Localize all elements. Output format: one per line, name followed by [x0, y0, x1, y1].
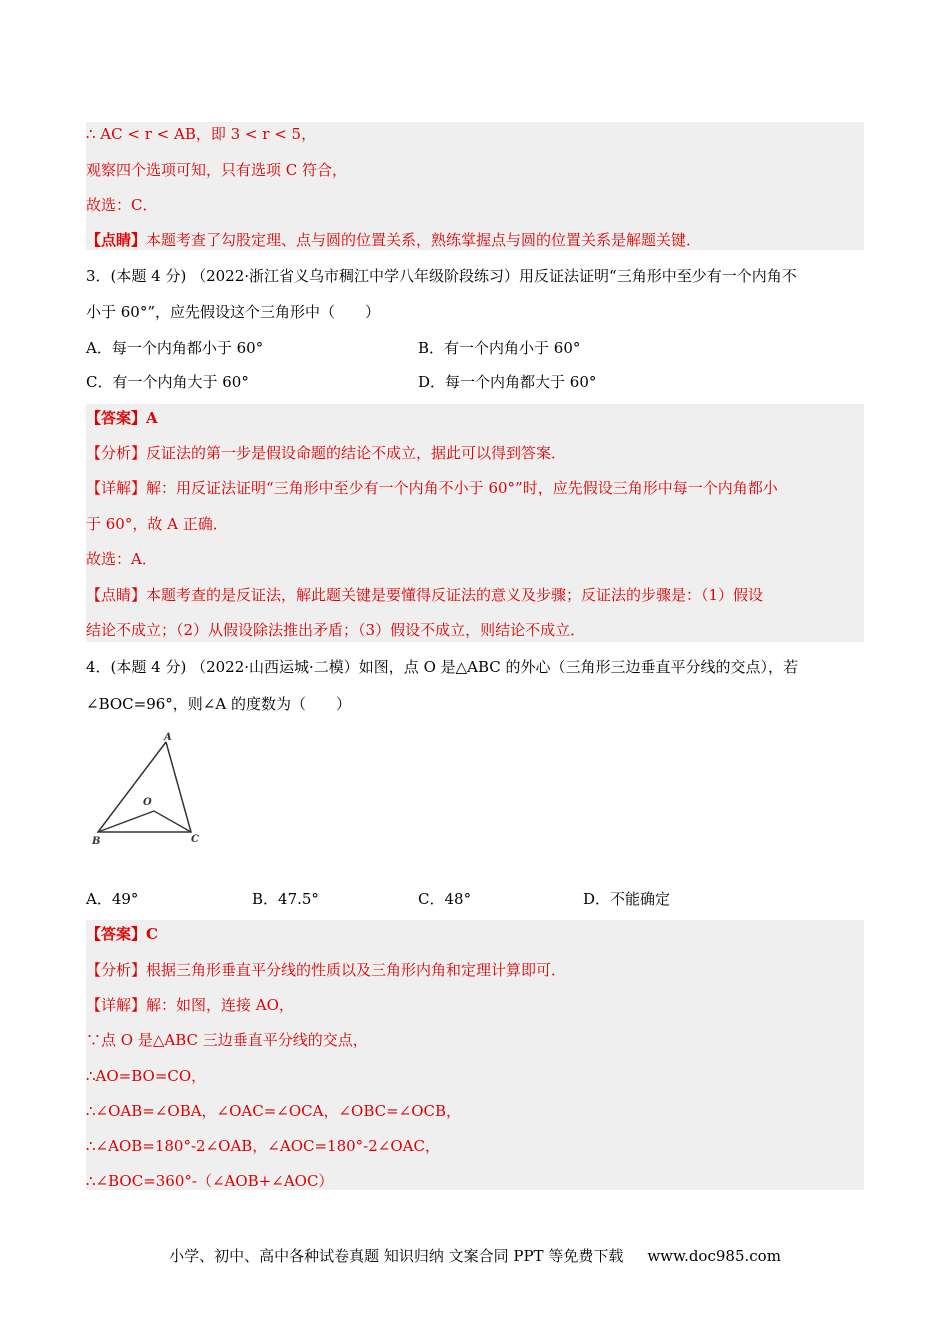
footer-url[interactable]: www.doc985.com	[647, 1247, 781, 1265]
page-footer	[0, 1246, 950, 1266]
triangle-abc	[98, 742, 191, 832]
q4-option-b: B．47.5°	[252, 890, 319, 908]
q4-stem-1: 4．(本题 4 分) （2022·山西运城·二模）如图，点 O 是△ABC 的外心（三角形三边垂直平分线的交点），若	[86, 658, 799, 676]
vertex-label-c: C	[191, 834, 199, 845]
q3-option-a: A．每一个内角都小于 60°	[86, 339, 264, 357]
q3-answer: 【答案】A	[86, 409, 158, 427]
vertex-label-a: A	[164, 732, 172, 743]
q3-note-1: 【点睛】本题考查的是反证法，解此题关键是要懂得反证法的意义及步骤；反证法的步骤是：（1）假设	[86, 586, 764, 604]
q3-stem-2: 小于 60°”，应先假设这个三角形中（ ）	[86, 303, 381, 321]
q3-detail-2: 于 60°，故 A 正确．	[86, 515, 228, 533]
point-label-o: O	[143, 797, 152, 808]
q3-option-c: C．有一个内角大于 60°	[86, 373, 249, 391]
q4-answer: 【答案】C	[86, 925, 158, 943]
q4-step-3: ∴AO=BO=CO，	[86, 1067, 207, 1085]
q4-step-1: 【详解】解：如图，连接 AO，	[86, 996, 294, 1014]
q4-step-6: ∴∠BOC=360°-（∠AOB+∠AOC）	[86, 1172, 334, 1190]
q3-analysis: 【分析】反证法的第一步是假设命题的结论不成立，据此可以得到答案．	[86, 444, 567, 462]
q4-step-5: ∴∠AOB=180°-2∠OAB，∠AOC=180°-2∠OAC，	[86, 1137, 440, 1155]
q3-choose: 故选：A．	[86, 550, 157, 568]
q4-step-2: ∵点 O 是△ABC 三边垂直平分线的交点，	[86, 1031, 368, 1049]
vertex-label-b: B	[92, 836, 101, 847]
q4-option-c: C．48°	[418, 890, 472, 908]
q3-detail-1: 【详解】解：用反证法证明“三角形中至少有一个内角不小于 60°”时，应先假设三角形中每一个内角都小	[86, 479, 778, 497]
q4-option-d: D．不能确定	[583, 890, 671, 908]
footer-text: 小学、初中、高中各种试卷真题 知识归纳 文案合同 PPT 等免费下载	[169, 1247, 624, 1265]
q3-option-d: D．每一个内角都大于 60°	[418, 373, 597, 391]
q3-note-2: 结论不成立；（2）从假设除法推出矛盾；（3）假设不成立，则结论不成立．	[86, 621, 586, 639]
triangle-figure	[86, 728, 216, 850]
prev-note	[86, 230, 864, 250]
q4-step-4: ∴∠OAB=∠OBA，∠OAC=∠OCA，∠OBC=∠OCB，	[86, 1102, 462, 1120]
q4-analysis: 【分析】根据三角形垂直平分线的性质以及三角形内角和定理计算即可．	[86, 961, 567, 979]
note-tag: 【点睛】	[86, 231, 147, 249]
q4-option-a: A．49°	[86, 890, 139, 908]
q3-option-b: B．有一个内角小于 60°	[418, 339, 581, 357]
prev-line-2: 观察四个选项可知，只有选项 C 符合，	[86, 161, 348, 179]
q3-stem-1: 3．(本题 4 分) （2022·浙江省义乌市稠江中学八年级阶段练习）用反证法证明“三角形中至少有一个内角不	[86, 267, 797, 285]
prev-line-1: ∴ AC < r < AB，即 3 < r < 5，	[86, 125, 317, 143]
q4-stem-2: ∠BOC=96°，则∠A 的度数为（ ）	[86, 695, 351, 713]
note-text: 本题考查了勾股定理、点与圆的位置关系，熟练掌握点与圆的位置关系是解题关键．	[146, 231, 702, 249]
prev-line-3: 故选：C．	[86, 196, 158, 214]
